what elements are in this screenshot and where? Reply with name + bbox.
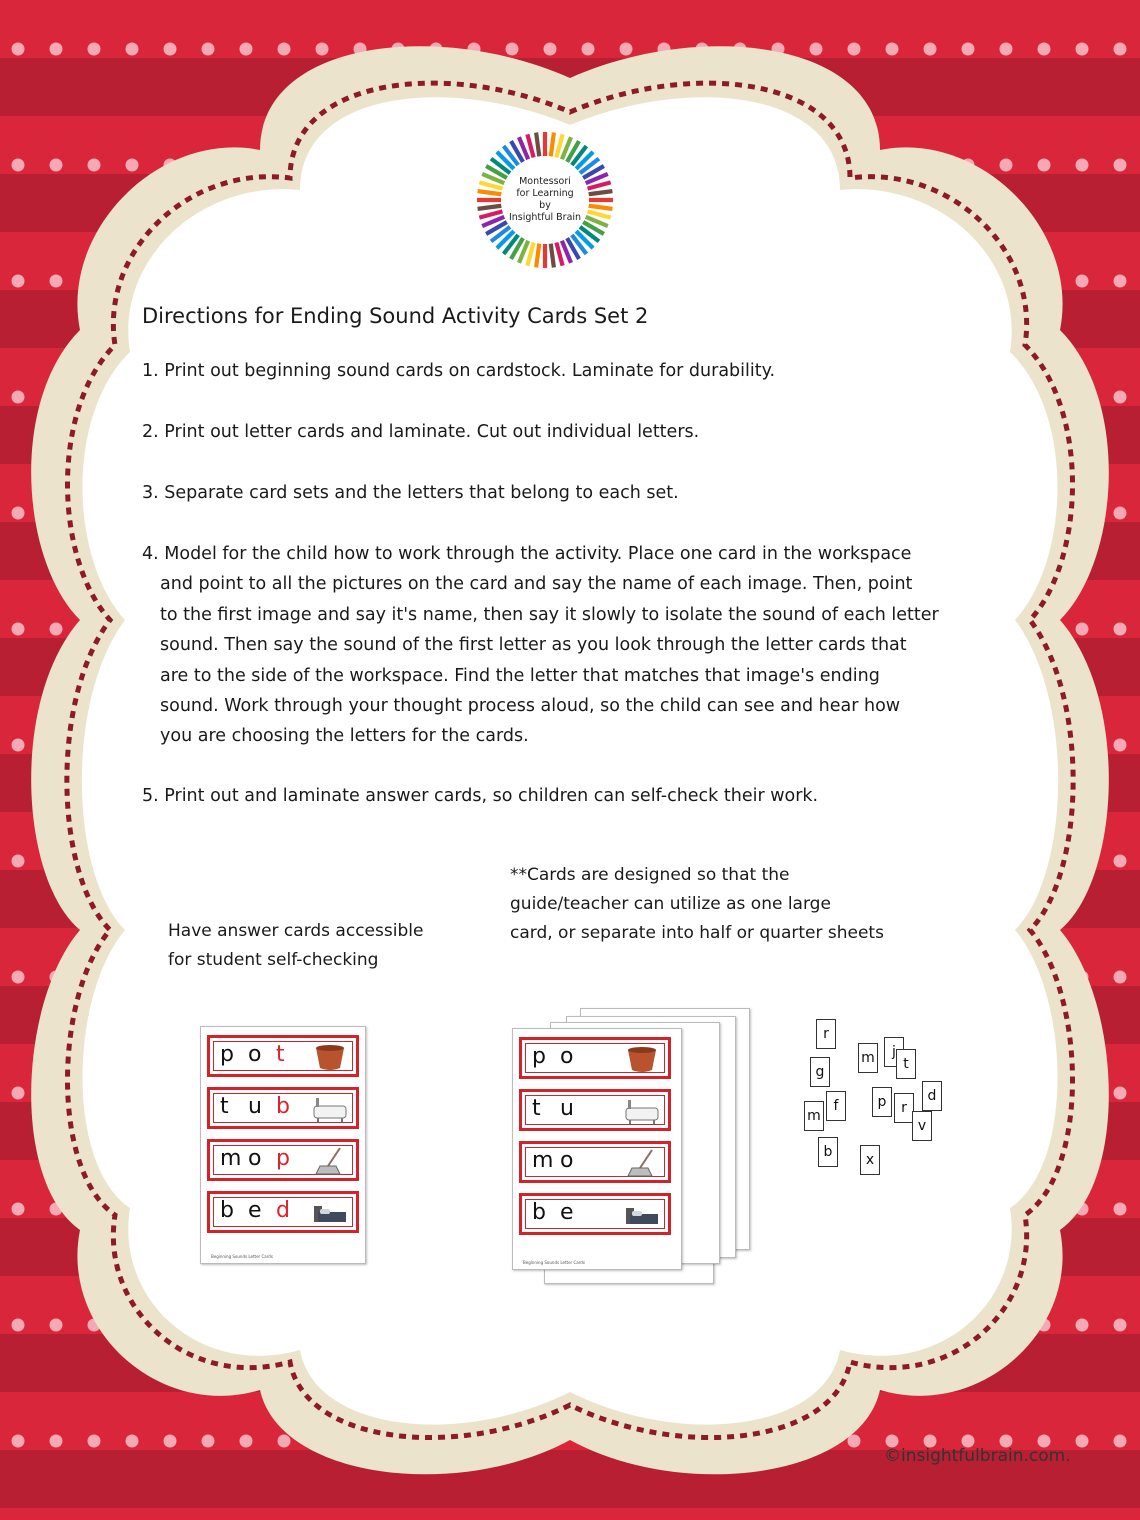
letter-tile: r [816,1019,836,1049]
note-line: guide/teacher can utilize as one large [510,894,831,914]
pencil-icon [588,211,611,217]
letter-tile: f [826,1091,846,1121]
pencil-icon [478,206,502,209]
card-row [207,1035,359,1077]
pencil-icon [588,182,611,188]
letter-tile: b [818,1137,838,1167]
pencil-icon [479,182,502,188]
flowerpot-icon [310,1042,350,1072]
step-line: and point to all the pictures on the card and say the name of each image. Then, point [160,574,913,595]
logo-text [505,160,585,240]
answer-card-image [200,1026,366,1264]
copyright-text: ©insightfulbrain.com. [884,1446,1071,1466]
step-1 [142,356,775,386]
card-row [207,1139,359,1181]
pencil-icon [479,211,502,217]
pencil-icon [589,191,613,194]
letter-tile: t [896,1049,916,1079]
pencil-icon [536,133,539,157]
card-letter: e [560,1200,574,1225]
letter-tile: j [884,1037,904,1067]
card-ending-letter: d [276,1198,290,1223]
step-line: 1. Print out beginning sound cards on cardstock. Laminate for durability. [142,361,776,381]
pencil-icon [556,134,562,157]
card-row [207,1087,359,1129]
pencil-icon [536,244,539,268]
pencil-icon [556,243,562,266]
logo-line: Montessori [519,176,571,187]
card-letter: t [532,1096,541,1121]
card-letter: o [560,1148,574,1173]
card-letter: o [560,1044,574,1069]
note-line: card, or separate into half or quarter sheets [510,923,884,943]
bed-icon [310,1198,350,1228]
work-card-image [512,1028,682,1270]
logo-line: by [539,200,551,211]
step-line: sound. Work through your thought process aloud, so the child can see and hear how [160,696,901,717]
card-letter: e [248,1198,262,1223]
card-ending-letter: b [276,1094,290,1119]
pencil-icon [589,206,613,209]
step-line: 3. Separate card sets and the letters that belong to each set. [142,483,679,503]
note-line: Have answer cards accessible [168,921,424,941]
card-letter: b [532,1200,546,1225]
logo-line: for Learning [516,188,574,199]
letter-tile: m [858,1043,878,1073]
letter-tiles-cluster [800,1015,960,1195]
step-4 [142,539,939,752]
card-ending-letter: t [276,1042,285,1067]
card-row [519,1141,671,1183]
card-letter: u [248,1094,262,1119]
step-line: 5. Print out and laminate answer cards, so children can self-check their work. [142,786,819,806]
step-line: you are choosing the letters for the cards. [160,726,529,747]
step-line: 4. Model for the child how to work through the activity. Place one card in the workspace [142,544,912,564]
mop-icon [622,1148,662,1178]
card-design-note [510,861,884,948]
note-line: **Cards are designed so that the [510,865,790,885]
answer-cards-note [168,917,423,975]
letter-tile: d [922,1081,942,1111]
letter-tile: x [860,1145,880,1175]
letter-tile: p [872,1087,892,1117]
pencil-icon [551,133,554,157]
logo-line: Insightful Brain [508,212,582,223]
step-line: to the first image and say it's name, then say it slowly to isolate the sound of each letter [160,604,939,625]
card-letter: o [248,1146,262,1171]
pencil-icon [527,134,533,157]
letter-tile: m [804,1101,824,1131]
pencil-icon [527,243,533,266]
card-footer: Beginning Sounds Letter Cards [211,1254,273,1259]
card-letter: p [532,1044,546,1069]
card-letter: m [220,1146,242,1171]
step-2 [142,417,699,447]
pencil-icon [478,191,502,194]
bathtub-icon [622,1096,662,1126]
mop-icon [310,1146,350,1176]
card-letter: m [532,1148,554,1173]
letter-tile: g [810,1057,830,1087]
pencil-icon [551,244,554,268]
page-title: Directions for Ending Sound Activity Cards Set 2 [142,304,649,328]
card-row [519,1193,671,1235]
note-line: for student self-checking [168,950,379,970]
letter-tile: r [894,1093,914,1123]
card-letter: u [560,1096,574,1121]
card-row [519,1037,671,1079]
card-letter: b [220,1198,234,1223]
card-ending-letter: p [276,1146,290,1171]
step-5 [142,781,818,811]
card-footer: Beginning Sounds Letter Cards [523,1260,585,1265]
card-letter: p [220,1042,234,1067]
card-row [519,1089,671,1131]
step-line: sound. Then say the sound of the first letter as you look through the letter cards that [160,635,907,656]
card-row [207,1191,359,1233]
step-line: are to the side of the workspace. Find the letter that matches that image's ending [160,665,880,686]
letter-tile: v [912,1111,932,1141]
bathtub-icon [310,1094,350,1124]
bed-icon [622,1200,662,1230]
step-3 [142,478,679,508]
flowerpot-icon [622,1044,662,1074]
card-letter: o [248,1042,262,1067]
step-line: 2. Print out letter cards and laminate. Cut out individual letters. [142,422,700,442]
card-letter: t [220,1094,229,1119]
